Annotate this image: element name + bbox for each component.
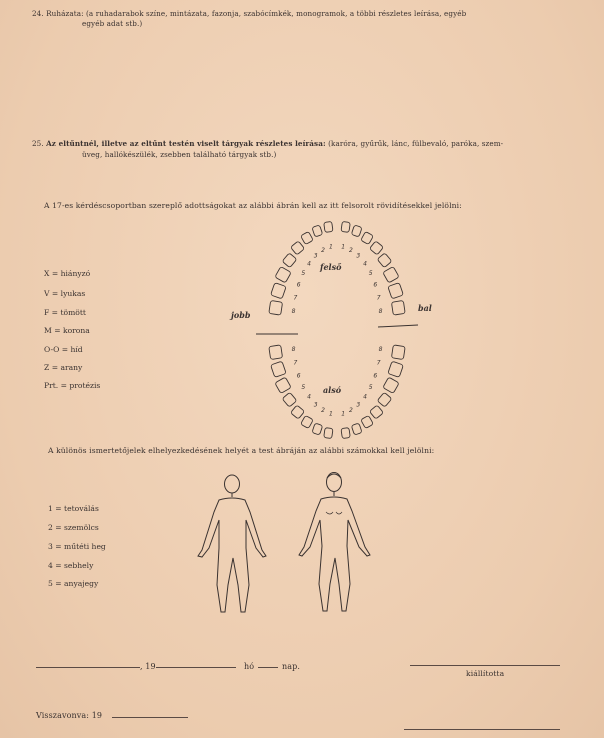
tooth-number-lower-left-8: 8 xyxy=(378,346,383,354)
body-figure-back xyxy=(198,475,266,612)
teeth-legend-filled: F = tömött xyxy=(44,308,86,317)
tooth-number-upper-left-8: 8 xyxy=(378,307,383,315)
tooth-number-upper-left-2: 2 xyxy=(349,246,353,254)
tooth-number-lower-left-1: 1 xyxy=(341,410,346,418)
section-25-number: 25. xyxy=(32,139,44,148)
year-label: , 19 xyxy=(140,662,156,671)
tooth-number-lower-right-1: 1 xyxy=(328,410,333,418)
body-legend-scar: 4 = sebhely xyxy=(48,561,94,570)
left-side-label: bal xyxy=(418,303,432,313)
tooth-number-lower-right-8: 8 xyxy=(291,346,296,354)
body-intro: A különös ismertetőjelek elhelyezkedésének helyét a test ábráján az alábbi számokkal kell jelölni: xyxy=(48,446,435,455)
tooth-number-upper-right-4: 4 xyxy=(307,260,311,268)
day-label: nap. xyxy=(282,662,300,671)
year-field[interactable] xyxy=(156,667,236,668)
tooth-number-lower-left-5: 5 xyxy=(368,383,373,391)
tooth-number-upper-right-1: 1 xyxy=(328,243,333,251)
tooth-number-upper-left-5: 5 xyxy=(368,270,373,278)
tooth-number-upper-left-1: 1 xyxy=(341,243,346,251)
section-25-text: (karóra, gyűrűk, lánc, fülbevaló, paróka, szem- xyxy=(328,139,504,148)
teeth-legend-prosthesis: Prt. = protézis xyxy=(44,381,101,390)
section-24-text: Ruházata: (a ruhadarabok színe, mintázata, fazonja, szabócímkék, monogramok, a többi részletes leírása, egyéb xyxy=(46,9,467,18)
teeth-legend-cavity: V = lyukas xyxy=(44,289,86,298)
day-field[interactable] xyxy=(258,667,278,668)
section-25-cont: üveg, hallókészülék, zsebben található tárgyak stb.) xyxy=(82,150,277,159)
body-legend-tattoo: 1 = tetoválás xyxy=(48,504,99,513)
body-legend-birthmark: 5 = anyajegy xyxy=(48,579,99,588)
tooth-number-upper-right-8: 8 xyxy=(291,307,296,315)
tooth-number-upper-left-7: 7 xyxy=(376,294,381,302)
withdrawn-field[interactable] xyxy=(112,717,188,718)
tooth-number-upper-right-3: 3 xyxy=(313,252,318,260)
lower-jaw-label: alsó xyxy=(323,385,342,395)
place-field[interactable] xyxy=(36,667,140,668)
tooth-number-upper-right-5: 5 xyxy=(301,270,306,278)
month-label: hó xyxy=(244,662,255,671)
tooth-number-upper-left-4: 4 xyxy=(363,260,367,268)
tooth-number-lower-left-7: 7 xyxy=(376,359,381,367)
tooth-number-upper-left-6: 6 xyxy=(373,281,378,289)
teeth-legend-crown: M = korona xyxy=(44,326,90,335)
tooth-number-lower-left-3: 3 xyxy=(356,401,361,409)
teeth-legend-missing: X = hiányzó xyxy=(44,269,91,278)
teeth-intro: A 17-es kérdéscsoportban szereplő adottságokat az alábbi ábrán kell az itt felsorolt rövidítésekkel jelölni: xyxy=(44,201,462,210)
right-side-label: jobb xyxy=(231,310,251,320)
section-24-cont: egyéb adat stb.) xyxy=(82,19,143,28)
withdrawn-signature-field[interactable] xyxy=(404,729,560,730)
body-legend-surgical-scar: 3 = műtéti heg xyxy=(48,542,106,551)
upper-jaw-label: felső xyxy=(320,262,342,272)
teeth-legend-gold: Z = arany xyxy=(44,363,83,372)
signature-field[interactable] xyxy=(410,665,560,666)
tooth-number-lower-left-6: 6 xyxy=(373,372,378,380)
tooth-number-lower-right-7: 7 xyxy=(293,359,298,367)
signature-label: kiállította xyxy=(466,669,505,678)
body-legend-wart: 2 = szemölcs xyxy=(48,523,99,532)
tooth-number-lower-right-5: 5 xyxy=(301,383,306,391)
tooth-number-upper-right-6: 6 xyxy=(296,281,301,289)
section-24-number: 24. xyxy=(32,9,44,18)
tooth-number-lower-left-4: 4 xyxy=(363,393,367,401)
withdrawn-label: Visszavonva: 19 xyxy=(36,711,103,720)
teeth-legend-bridge: O-O = híd xyxy=(44,345,83,354)
tooth-number-lower-right-2: 2 xyxy=(321,407,325,415)
tooth-number-lower-right-4: 4 xyxy=(307,393,311,401)
tooth-number-upper-right-7: 7 xyxy=(293,294,298,302)
tooth-number-upper-left-3: 3 xyxy=(356,252,361,260)
tooth-number-upper-right-2: 2 xyxy=(321,246,325,254)
tooth-number-lower-right-3: 3 xyxy=(313,401,318,409)
section-25-title: Az eltűntnél, illetve az eltűnt testén viselt tárgyak részletes leírása: xyxy=(46,139,326,148)
body-figure-front xyxy=(299,473,370,612)
tooth-number-lower-right-6: 6 xyxy=(296,372,301,380)
tooth-number-lower-left-2: 2 xyxy=(349,407,353,415)
